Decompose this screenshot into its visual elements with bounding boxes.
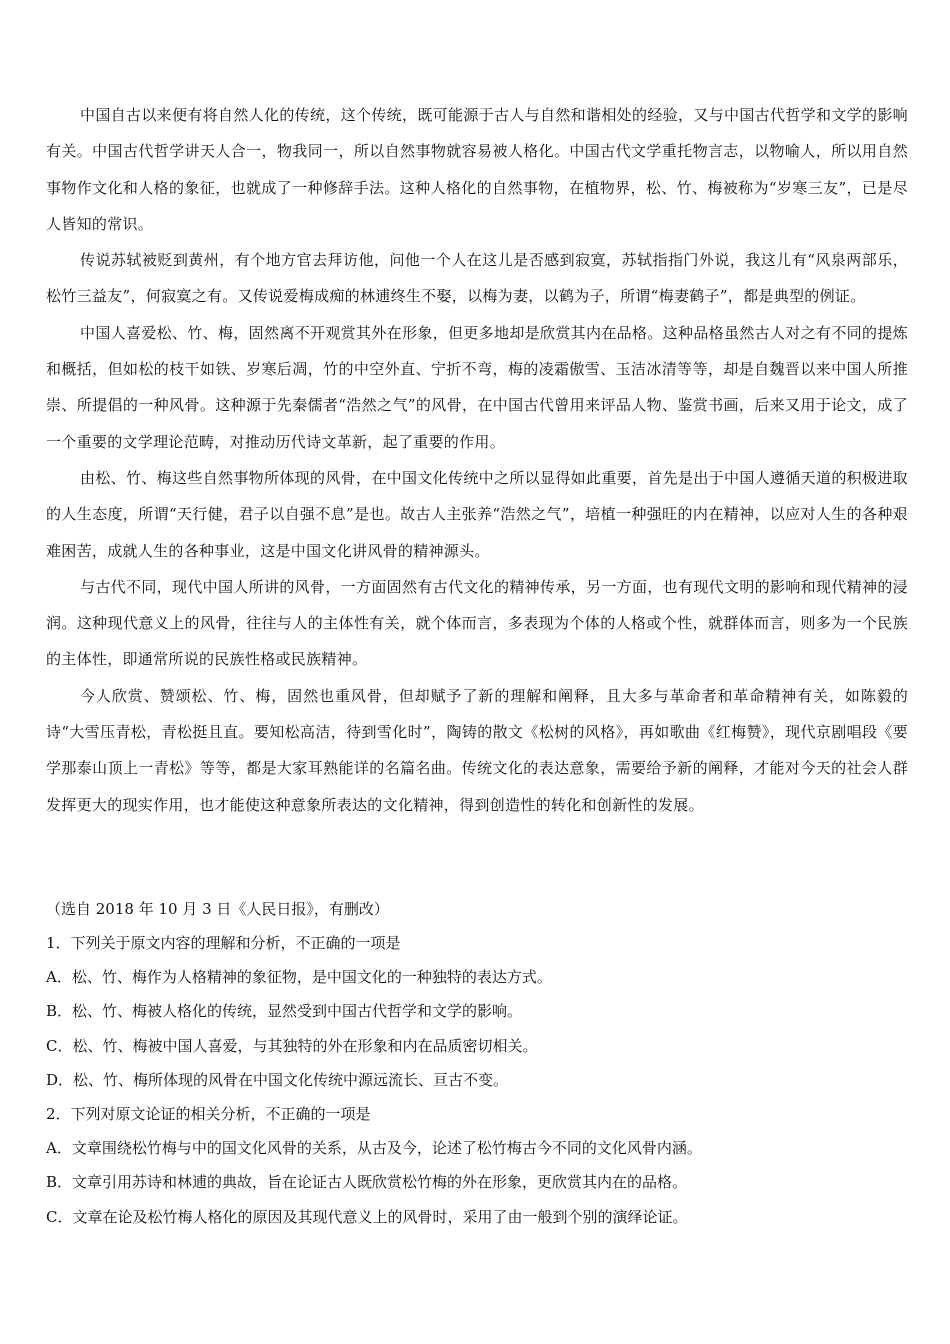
- paragraph-5: 与古代不同，现代中国人所讲的风骨，一方面固然有古代文化的精神传承，另一方面，也有现代文明的影响和现代精神的浸润。这种现代意义上的风骨，往往与人的主体性有关，就个体而言，多表现为个体的人格或个性，就群体而言，则多为一个民族的主体性，即通常所说的民族性格或民族精神。: [46, 577, 908, 669]
- source-citation: （选自 2018 年 10 月 3 日《人民日报》，有删改）: [46, 900, 389, 918]
- article-body: [46, 97, 908, 823]
- question-2-option-a: A．文章围绕松竹梅与中的国文化风骨的关系，从古及今，论述了松竹梅古今不同的文化风骨内涵。: [46, 1139, 702, 1158]
- paragraph-6: 今人欣赏、赞颂松、竹、梅，固然也重风骨，但却赋予了新的理解和阐释，且大多与革命者和革命精神有关，如陈毅的诗“大雪压青松，青松挺且直。要知松高洁，待到雪化时”，陶铸的散文《松树的风格》，再如歌曲《红梅赞》，现代京剧唱段《要学那泰山顶上一青松》等等，都是大家耳熟能详的名篇名曲。传统文化的表达意象，需要给予新的阐释，才能对今天的社会人群发挥更大的现实作用，也才能使这种意象所表达的文化精神，得到创造性的转化和创新性的发展。: [46, 686, 908, 814]
- paragraph-1: 中国自古以来便有将自然人化的传统，这个传统，既可能源于古人与自然和谐相处的经验，又与中国古代哲学和文学的影响有关。中国古代哲学讲天人合一，物我同一，所以自然事物就容易被人格化。中国古代文学重托物言志，以物喻人，所以用自然事物作文化和人格的象征，也就成了一种修辞手法。这种人格化的自然事物，在植物界，松、竹、梅被称为“岁寒三友”，已是尽人皆知的常识。: [46, 106, 908, 233]
- question-2-option-c: C．文章在论及松竹梅人格化的原因及其现代意义上的风骨时，采用了由一般到个别的演绎论证。: [46, 1207, 688, 1226]
- paragraph-4: 由松、竹、梅这些自然事物所体现的风骨，在中国文化传统中之所以显得如此重要，首先是出于中国人遵循天道的积极进取的人生态度，所谓“天行健，君子以自强不息”是也。故古人主张养“浩然之气”，培植一种强旺的内在精神，以应对人生的各种艰难困苦，成就人生的各种事业，这是中国文化讲风骨的精神源头。: [46, 468, 908, 560]
- questions-section: [46, 926, 926, 1234]
- question-2-option-b: B．文章引用苏诗和林逋的典故，旨在论证古人既欣赏松竹梅的外在形象，更欣赏其内在的品格。: [46, 1173, 688, 1192]
- question-1-option-d: D．松、竹、梅所体现的风骨在中国文化传统中源远流长、亘古不变。: [46, 1070, 509, 1089]
- question-1-option-a: A．松、竹、梅作为人格精神的象征物，是中国文化的一种独特的表达方式。: [46, 968, 552, 987]
- question-2-stem: 2．下列对原文论证的相关分析，不正确的一项是: [46, 1105, 371, 1124]
- question-1-option-b: B．松、竹、梅被人格化的传统，显然受到中国古代哲学和文学的影响。: [46, 1002, 523, 1021]
- question-1-option-c: C．松、竹、梅被中国人喜爱，与其独特的外在形象和内在品质密切相关。: [46, 1036, 538, 1055]
- paragraph-2: 传说苏轼被贬到黄州，有个地方官去拜访他，问他一个人在这儿是否感到寂寞，苏轼指指门外说，我这儿有“风泉两部乐，松竹三益友”，何寂寞之有。又传说爱梅成痴的林逋终生不娶，以梅为妻，以鹤为子，所谓“梅妻鹤子”，都是典型的例证。: [46, 251, 908, 306]
- question-1-stem: 1．下列关于原文内容的理解和分析，不正确的一项是: [46, 934, 401, 952]
- paragraph-3: 中国人喜爱松、竹、梅，固然离不开观赏其外在形象，但更多地却是欣赏其内在品格。这种品格虽然古人对之有不同的提炼和概括，但如松的枝干如铁、岁寒后凋，竹的中空外直、宁折不弯，梅的凌霜傲雪、玉洁冰清等等，却是自魏晋以来中国人所推崇、所提倡的一种风骨。这种源于先秦儒者“浩然之气”的风骨，在中国古代曾用来评品人物、鉴赏书画，后来又用于论文，成了一个重要的文学理论范畴，对推动历代诗文革新，起了重要的作用。: [46, 323, 908, 451]
